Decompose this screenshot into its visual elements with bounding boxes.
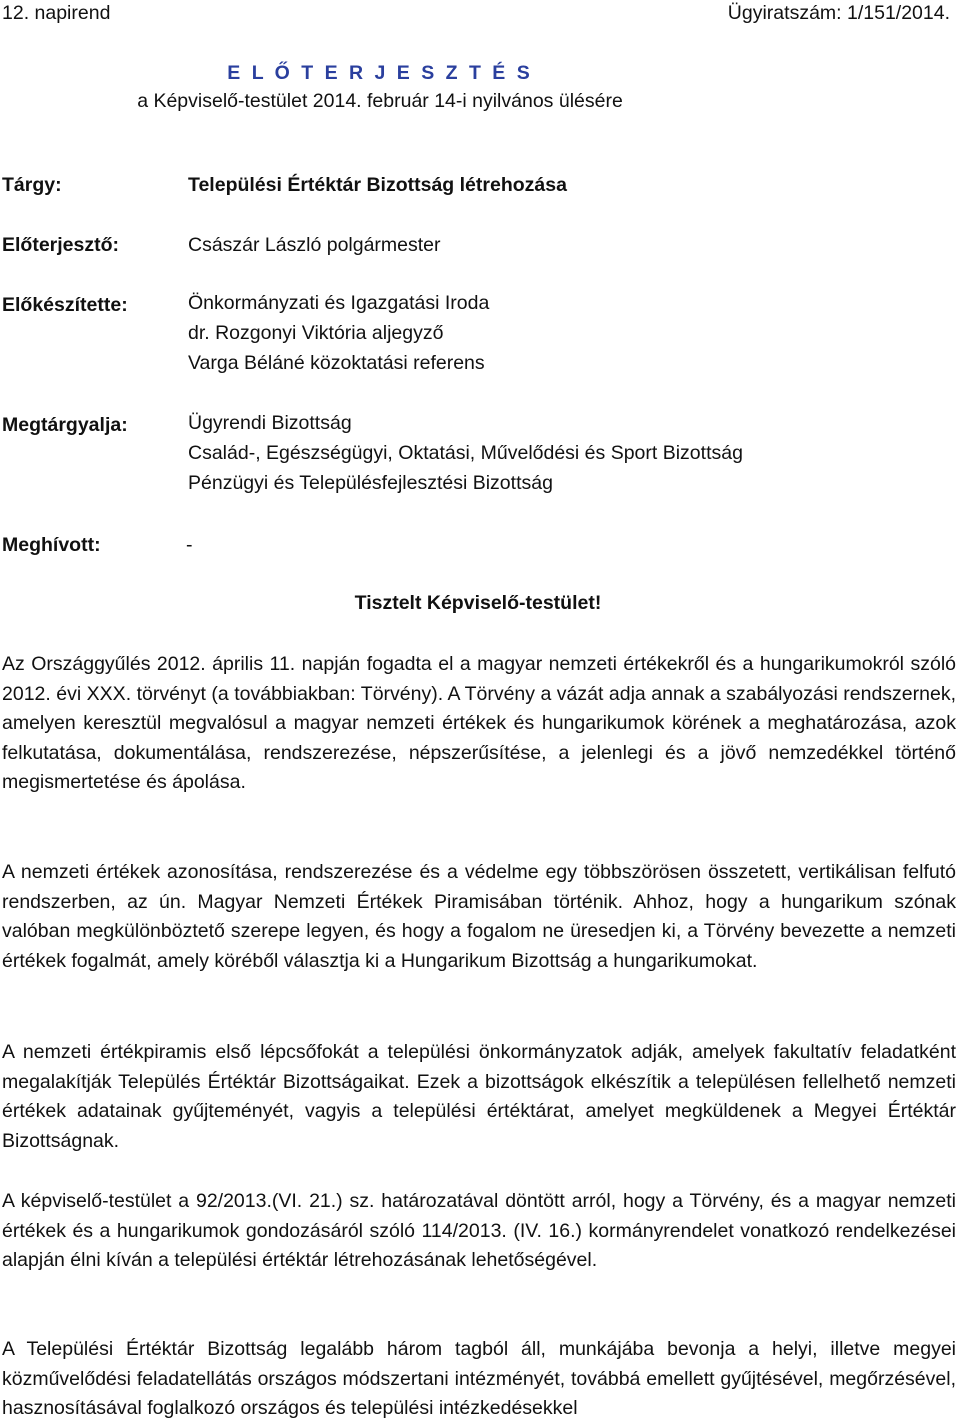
invited-label: Meghívott: xyxy=(2,534,101,556)
paragraph-text: A nemzeti értékpiramis első lépcsőfokát a települési önkormányzatok adják, amelyek fakultatív feladatként megalakítják Település Értéktár Bizottságaikat. Ezek a bizottságok elkészítik a településen fellelhető nemzeti értékek adatainak gyűjteményét, vagyis a települési értéktárat, amelyet megküldenek a Megyei Értéktár Bizottságnak. xyxy=(2,1041,956,1152)
case-number: Ügyiratszám: 1/151/2014. xyxy=(727,2,950,24)
prepared-line: Varga Béláné közoktatási referens xyxy=(188,352,485,374)
prepared-line: dr. Rozgonyi Viktória aljegyző xyxy=(188,322,444,344)
paragraph-text: Az Országgyűlés 2012. április 11. napján fogadta el a magyar nemzeti értékekről és a hungarikumokról szóló 2012. évi XXX. törvényt (a továbbiakban: Törvény). A Törvény a vázát adja annak a szabályozási rendszernek, amelyen keresztül megvalósul a magyar nemzeti értékek és hungarikumok körének a meghatározása, azok felkutatása, dokumentálása, rendszerezése, népszerűsítése, a jelenlegi és a jövő nemzedékkel történő megismertetése és ápolása. xyxy=(2,653,956,794)
salutation-text: Tisztelt Képviselő-testület! xyxy=(354,592,602,614)
body-paragraph xyxy=(2,1038,956,1156)
paragraph-text: A képviselő-testület a 92/2013.(VI. 21.) sz. határozatával döntött arról, hogy a Törvény, és a magyar nemzeti értékek és a hungarikumok gondozásáról szóló 114/2013. (IV. 16.) kormányrendelet vonatkozó rendelkezései alapján élni kíván a települési értéktár létrehozásának lehetőségével. xyxy=(2,1190,956,1272)
prepared-list xyxy=(188,288,489,378)
agenda-item-number: 12. napirend xyxy=(2,2,111,24)
committee-line: Család-, Egészségügyi, Oktatási, Művelődési és Sport Bizottság xyxy=(188,442,743,464)
paragraph-text: A Települési Értéktár Bizottság legalább három tagból áll, munkájába bevonja a helyi, illetve megyei közművelődési feladatellátás országos módszertani intézményét, továbbá emellett gyűjtésével, megőrzésével, hasznosításával foglalkozó országos és települési intézkedésekkel xyxy=(2,1338,956,1420)
prepared-label: Előkészítette: xyxy=(2,294,128,316)
committee-line: Ügyrendi Bizottság xyxy=(188,412,352,434)
document-subtitle: a Képviselő-testület 2014. február 14-i nyilvános ülésére xyxy=(137,90,623,112)
document-header xyxy=(2,2,950,30)
presenter-value: Császár László polgármester xyxy=(188,234,441,256)
prepared-line: Önkormányzati és Igazgatási Iroda xyxy=(188,292,490,314)
paragraph-text: A nemzeti értékek azonosítása, rendszerezése és a védelme egy többszörösen összetett, vertikálisan felfutó rendszerben, az ún. Magyar Nemzeti Értékek Piramisában történik. Ahhoz, hogy a hungarikum szónak valóban megkülönböztető szerepe legyen, és hogy a fogalom ne üresedjen ki, a Törvény bevezette a nemzeti értékek fogalmát, amely köréből választja ki a Hungarikum Bizottság a hungarikumokat. xyxy=(2,861,956,972)
discussed-label: Megtárgyalja: xyxy=(2,414,128,436)
body-paragraph xyxy=(2,1335,956,1424)
invited-value: - xyxy=(186,534,193,556)
document-title: E L Ő T E R J E S Z T É S xyxy=(227,62,533,84)
body-paragraph xyxy=(2,1187,956,1276)
presenter-label: Előterjesztő: xyxy=(2,234,120,256)
body-paragraph xyxy=(2,650,956,798)
discussed-list xyxy=(188,408,743,498)
body-paragraph xyxy=(2,858,956,976)
subject-value: Települési Értéktár Bizottság létrehozása xyxy=(188,174,567,196)
subject-label: Tárgy: xyxy=(2,174,62,196)
salutation xyxy=(0,592,960,615)
committee-line: Pénzügyi és Településfejlesztési Bizottság xyxy=(188,472,553,494)
